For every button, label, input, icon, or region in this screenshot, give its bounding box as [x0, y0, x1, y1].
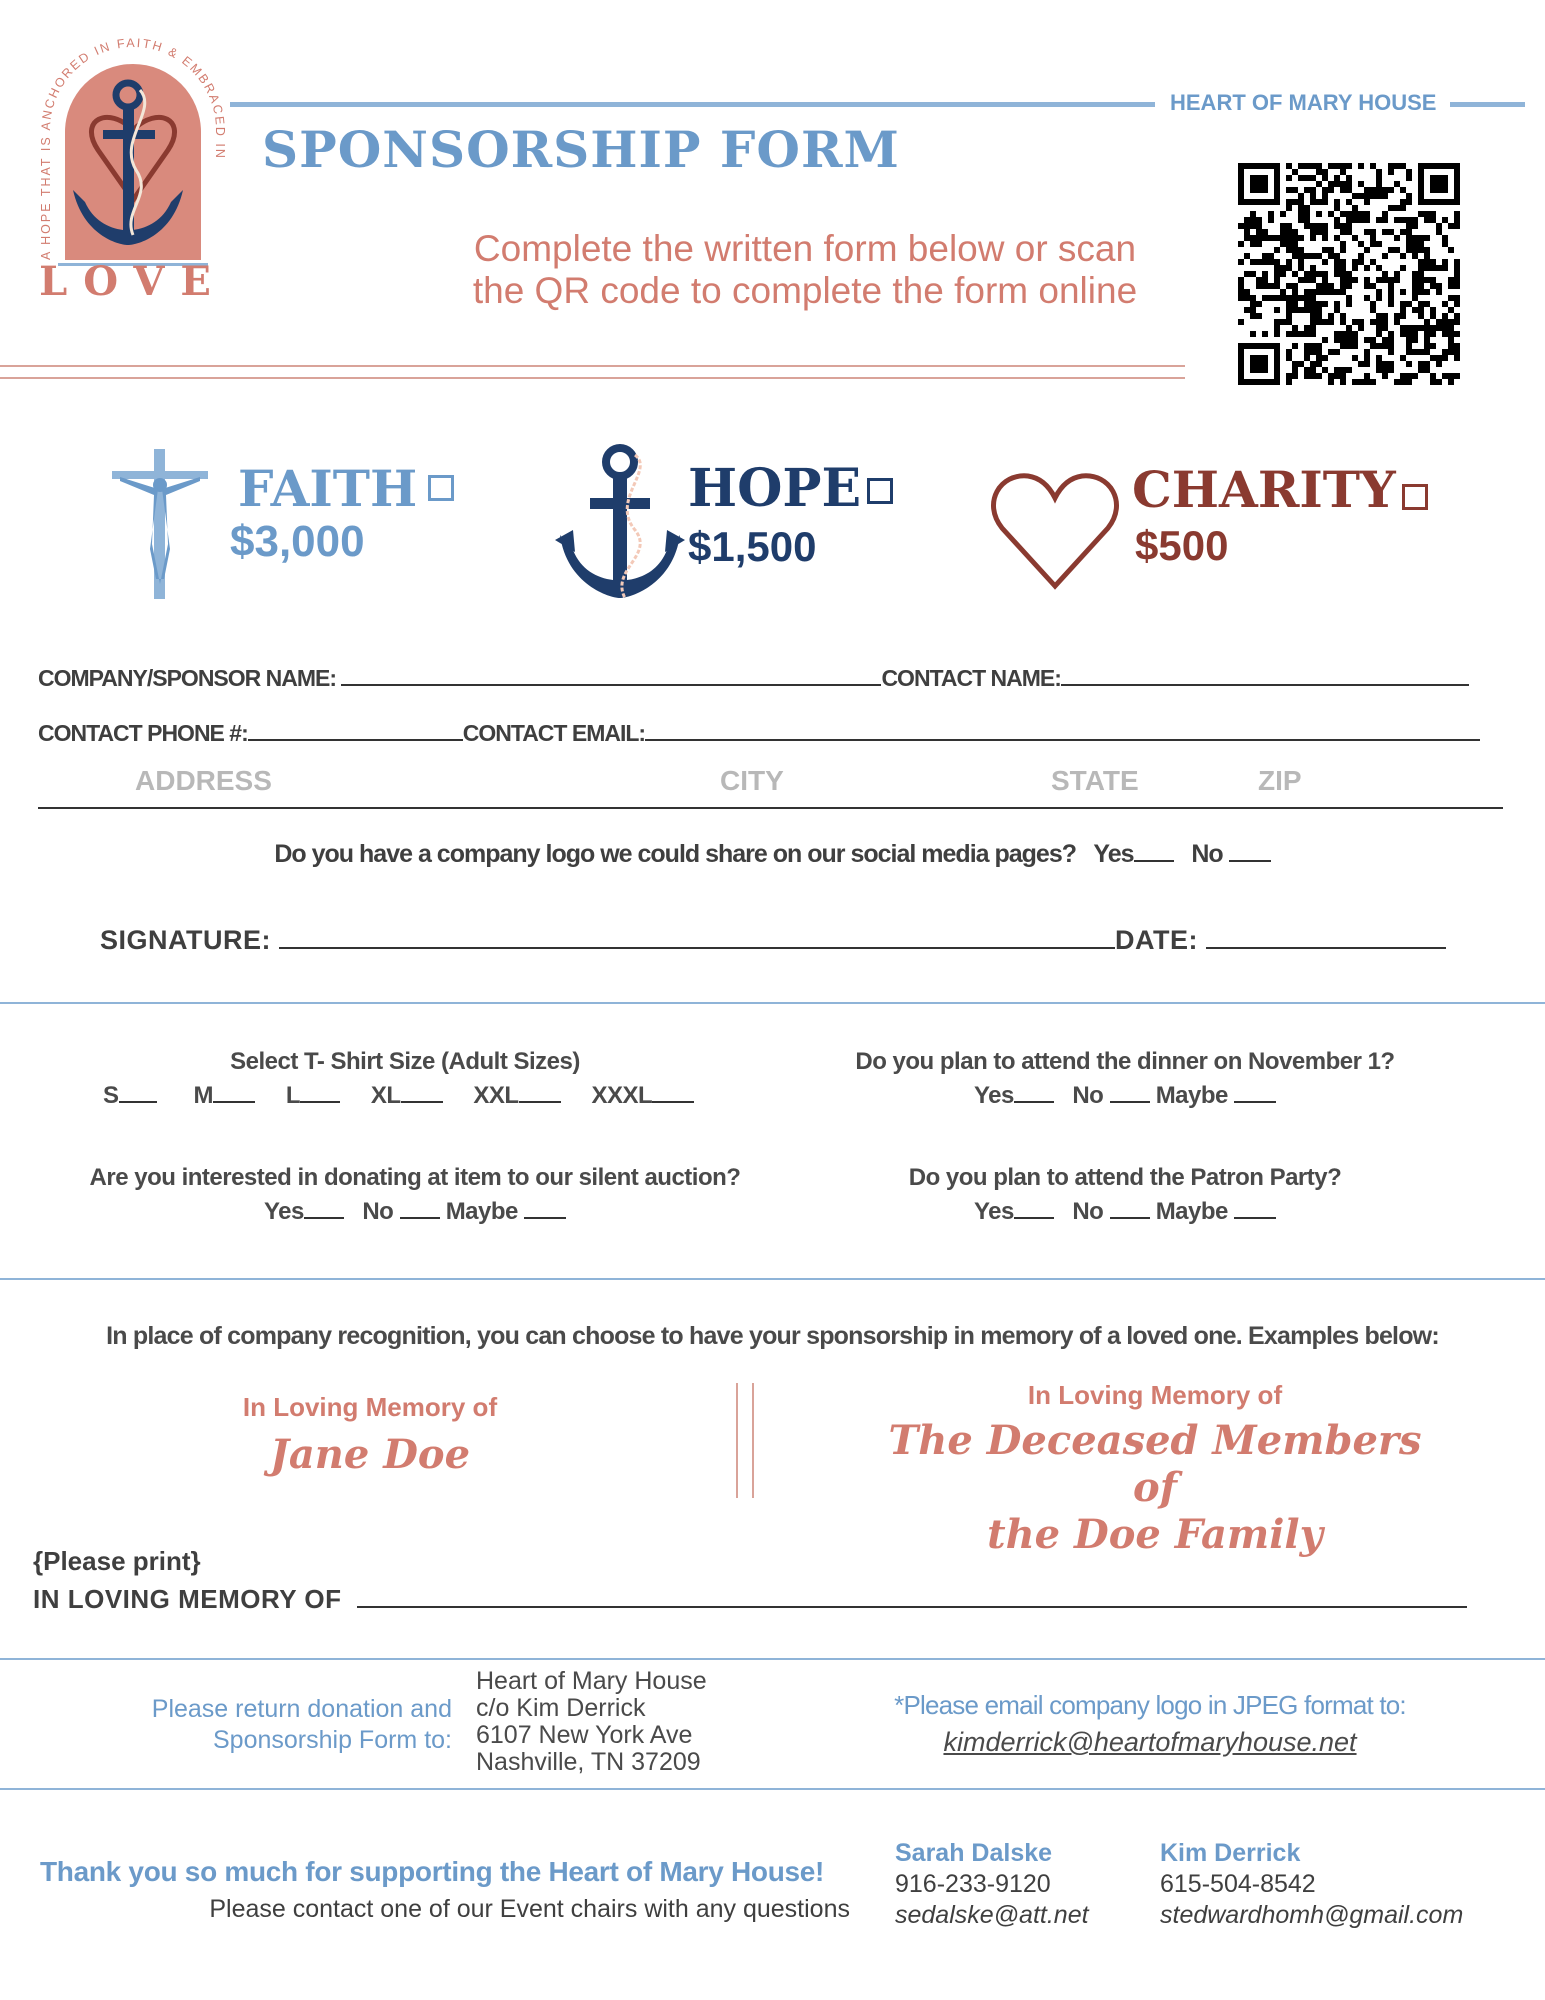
- auction-yes: Yes: [263, 1198, 304, 1225]
- chair-2: [1160, 1838, 1463, 1931]
- divider-1: [0, 1002, 1545, 1004]
- logo-arc-text: A HOPE THAT IS ANCHORED IN FAITH & EMBRACED IN: [38, 35, 228, 260]
- logo-yes-field[interactable]: [1134, 860, 1174, 862]
- auction-maybe: Maybe: [445, 1198, 518, 1225]
- auction-question: Are you interested in donating at item to our silent auction?: [89, 1164, 741, 1191]
- please-print: {Please print}: [33, 1546, 201, 1576]
- qr-code-icon: [1238, 163, 1460, 385]
- size-l-field[interactable]: [300, 1101, 340, 1103]
- email-field[interactable]: [645, 739, 1480, 741]
- logo-no-field[interactable]: [1229, 860, 1271, 862]
- dinner-question: Do you plan to attend the dinner on November 1?: [855, 1048, 1395, 1075]
- dinner-section: [770, 1048, 1480, 1110]
- logo-question: Do you have a company logo we could share on our social media pages?: [274, 840, 1077, 868]
- tier-charity-name: CHARITY: [1132, 460, 1396, 519]
- return-label: [60, 1694, 452, 1756]
- heart-icon: [990, 468, 1120, 593]
- auction-no: No: [362, 1198, 394, 1225]
- dinner-no-field[interactable]: [1110, 1101, 1150, 1103]
- signature-row: [100, 925, 1450, 956]
- chair-1-name: Sarah Dalske: [895, 1839, 1053, 1867]
- header-rule-right: [1450, 102, 1525, 107]
- tier-faith[interactable]: [110, 445, 490, 605]
- row-company: [38, 665, 1503, 692]
- memorial-example-1-header: In Loving Memory of: [242, 1392, 498, 1422]
- tshirt-sizes: [103, 1082, 730, 1110]
- memorial-example-2-header: In Loving Memory of: [1027, 1380, 1283, 1410]
- logo-question-row: [0, 840, 1545, 869]
- divider-2: [0, 1278, 1545, 1280]
- tier-faith-amount: $3,000: [230, 517, 365, 566]
- instructions: [420, 228, 1190, 312]
- divider-4: [0, 1788, 1545, 1790]
- tier-faith-checkbox[interactable]: [428, 475, 454, 501]
- signature-field[interactable]: [279, 947, 1115, 949]
- row-phone: [38, 720, 1503, 747]
- logo-email-link[interactable]: kimderrick@heartofmaryhouse.net: [943, 1727, 1357, 1757]
- chair-1: [895, 1838, 1089, 1931]
- dinner-maybe-field[interactable]: [1234, 1101, 1276, 1103]
- company-label: COMPANY/SPONSOR NAME:: [38, 665, 337, 691]
- chair-2-name: Kim Derrick: [1160, 1839, 1301, 1867]
- tier-faith-name: FAITH: [238, 459, 418, 518]
- auction-section: [60, 1164, 770, 1226]
- patron-no: No: [1072, 1198, 1104, 1225]
- chair-2-phone[interactable]: 615-504-8542: [1160, 1870, 1316, 1898]
- size-xxxl-field[interactable]: [652, 1101, 694, 1103]
- size-xxxl: XXXL: [591, 1082, 653, 1109]
- thanks-message: Thank you so much for supporting the Heart of Mary House!: [40, 1856, 825, 1887]
- return-address-line1: Heart of Mary House: [476, 1667, 707, 1695]
- logo: [28, 20, 238, 305]
- dinner-options: [770, 1082, 1480, 1110]
- logo-no-label: No: [1191, 840, 1223, 868]
- logo-yes-label: Yes: [1093, 840, 1134, 868]
- contact-name-label: CONTACT NAME:: [881, 665, 1061, 691]
- anchor-icon: [555, 440, 685, 605]
- instructions-line1: Complete the written form below or scan: [473, 228, 1137, 269]
- size-s: S: [103, 1082, 119, 1109]
- auction-maybe-field[interactable]: [524, 1217, 566, 1219]
- size-xl: XL: [370, 1082, 401, 1109]
- memorial-example-1-name: Jane Doe: [269, 1431, 471, 1478]
- auction-no-field[interactable]: [400, 1217, 440, 1219]
- size-xxl: XXL: [473, 1082, 519, 1109]
- size-s-field[interactable]: [119, 1101, 157, 1103]
- return-label-line2: Sponsorship Form to:: [213, 1726, 452, 1754]
- tshirt-section: [80, 1048, 730, 1110]
- dinner-no: No: [1072, 1082, 1104, 1109]
- tshirt-title: Select T- Shirt Size (Adult Sizes): [230, 1048, 580, 1075]
- header-rule-left: [230, 102, 1155, 107]
- memorial-example-2: [860, 1380, 1450, 1558]
- divider-3: [0, 1658, 1545, 1660]
- email-note: *Please email company logo in JPEG format to:: [894, 1690, 1406, 1720]
- patron-question: Do you plan to attend the Patron Party?: [908, 1164, 1342, 1191]
- memorial-intro: In place of company recognition, you can choose to have your sponsorship in memory of a loved one. Examples below:: [106, 1322, 1439, 1350]
- memorial-example-1: [180, 1392, 560, 1478]
- state-label: STATE: [1051, 765, 1139, 796]
- patron-section: [770, 1164, 1480, 1226]
- size-xl-field[interactable]: [401, 1101, 443, 1103]
- patron-no-field[interactable]: [1110, 1217, 1150, 1219]
- tier-hope-name: HOPE: [688, 458, 862, 519]
- phone-label: CONTACT PHONE #:: [38, 720, 248, 746]
- chair-1-phone[interactable]: 916-233-9120: [895, 1870, 1051, 1898]
- patron-maybe: Maybe: [1155, 1198, 1228, 1225]
- company-field[interactable]: [341, 684, 881, 686]
- return-address-line4: Nashville, TN 37209: [476, 1748, 701, 1776]
- signature-label: SIGNATURE:: [100, 925, 271, 955]
- tier-charity-checkbox[interactable]: [1402, 484, 1428, 510]
- size-l: L: [285, 1082, 301, 1109]
- return-address-line3: 6107 New York Ave: [476, 1721, 693, 1749]
- memorial-example-2-line2: the Doe Family: [987, 1511, 1323, 1558]
- logo-word: LOVE: [39, 258, 227, 305]
- tier-hope-checkbox[interactable]: [867, 478, 893, 504]
- date-label: DATE:: [1115, 925, 1199, 955]
- qr-code[interactable]: [1238, 163, 1460, 385]
- phone-field[interactable]: [248, 739, 463, 741]
- tier-charity-amount: $500: [1135, 522, 1229, 569]
- city-label: CITY: [720, 765, 784, 796]
- email-label: CONTACT EMAIL:: [462, 720, 646, 746]
- memorial-field-row: [33, 1584, 1483, 1615]
- dinner-maybe: Maybe: [1155, 1082, 1228, 1109]
- memorial-field-label: IN LOVING MEMORY OF: [33, 1584, 342, 1614]
- patron-yes: Yes: [973, 1198, 1014, 1225]
- tier-charity[interactable]: [990, 460, 1450, 610]
- size-m: M: [193, 1082, 214, 1109]
- zip-label: ZIP: [1258, 765, 1302, 796]
- chair-2-email[interactable]: stedwardhomh@gmail.com: [1160, 1901, 1464, 1929]
- memorial-separator: [736, 1383, 754, 1498]
- date-field[interactable]: [1206, 947, 1446, 949]
- org-name: HEART OF MARY HOUSE: [1170, 90, 1437, 115]
- memorial-example-2-line1: The Deceased Members of: [888, 1417, 1422, 1511]
- return-label-line1: Please return donation and: [151, 1695, 452, 1723]
- dinner-yes-field[interactable]: [1014, 1101, 1054, 1103]
- page-title: SPONSORSHIP FORM: [262, 120, 900, 179]
- instructions-line2: the QR code to complete the form online: [472, 270, 1138, 311]
- divider-rose-2: [0, 377, 1185, 379]
- return-address-line2: c/o Kim Derrick: [476, 1694, 646, 1722]
- patron-maybe-field[interactable]: [1234, 1217, 1276, 1219]
- contact-note: Please contact one of our Event chairs with any questions: [209, 1895, 850, 1923]
- auction-yes-field[interactable]: [304, 1217, 344, 1219]
- return-address: [476, 1668, 707, 1776]
- address-label: ADDRESS: [135, 765, 272, 796]
- address-field[interactable]: [38, 765, 1503, 809]
- tier-hope[interactable]: [555, 440, 935, 610]
- patron-options: [770, 1198, 1480, 1226]
- divider-rose-1: [0, 365, 1185, 367]
- contact-name-field[interactable]: [1061, 684, 1469, 686]
- memorial-field[interactable]: [357, 1606, 1467, 1608]
- patron-yes-field[interactable]: [1014, 1217, 1054, 1219]
- dinner-yes: Yes: [973, 1082, 1014, 1109]
- size-m-field[interactable]: [213, 1101, 255, 1103]
- tier-hope-amount: $1,500: [688, 523, 817, 570]
- chair-1-email[interactable]: sedalske@att.net: [895, 1901, 1089, 1929]
- size-xxl-field[interactable]: [519, 1101, 561, 1103]
- auction-options: [60, 1198, 770, 1226]
- crucifix-icon: [110, 449, 210, 599]
